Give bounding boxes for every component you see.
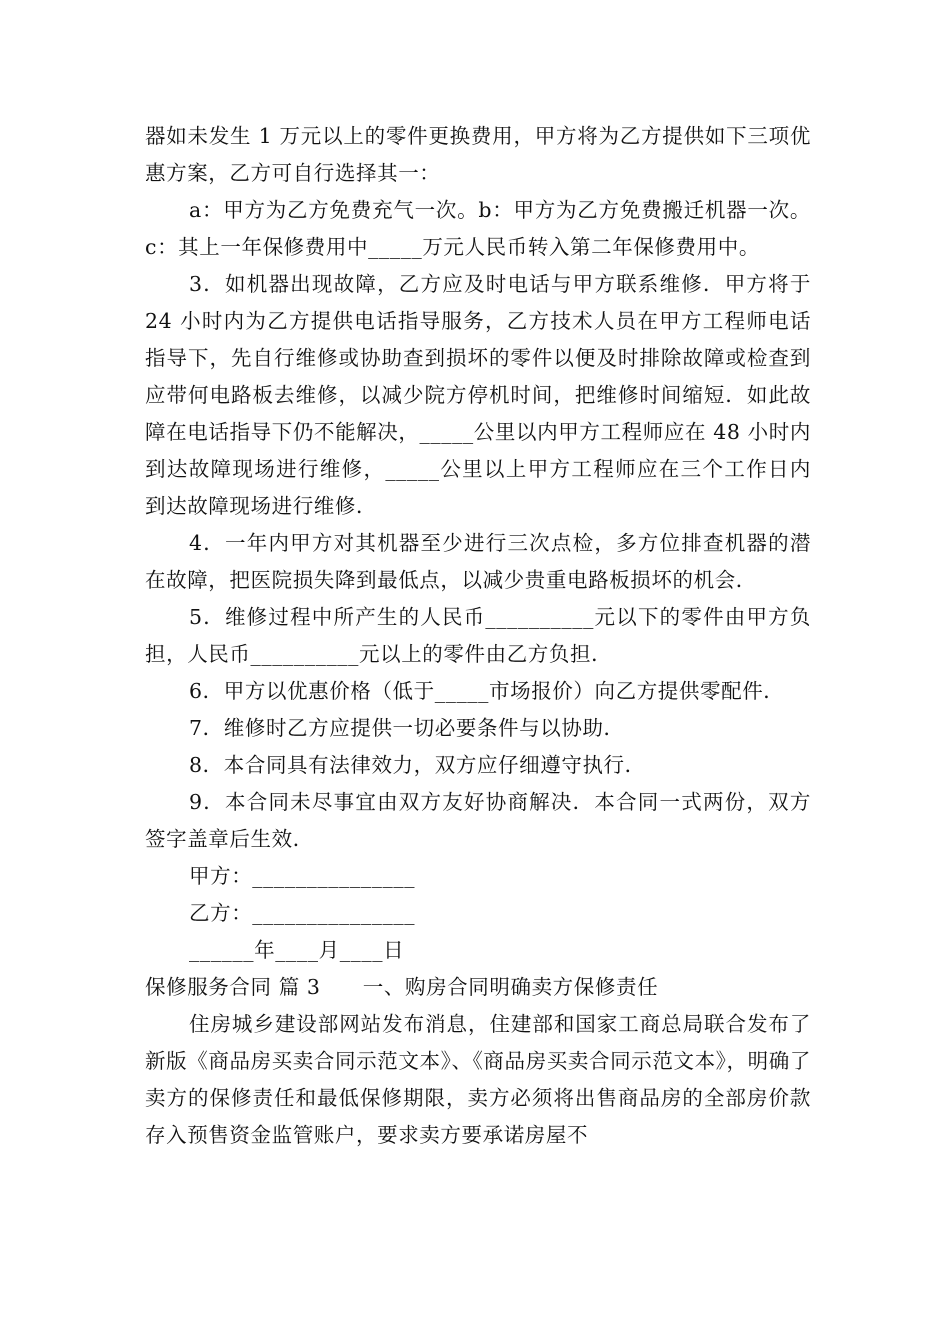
paragraph-continuation: 器如未发生 1 万元以上的零件更换费用，甲方将为乙方提供如下三项优惠方案，乙方可自行选择其一： xyxy=(145,124,811,185)
paragraph-clause-8: 8．本合同具有法律效力，双方应仔细遵守执行． xyxy=(189,753,646,777)
document-body xyxy=(145,118,819,1154)
paragraph-news: 住房城乡建设部网站发布消息，住建部和国家工商总局联合发布了新版《商品房买卖合同示范文本》、《商品房买卖合同示范文本》，明确了卖方的保修责任和最低保修期限，卖方必须将出售商品房的全部房价款存入预售资金监管账户，要求卖方要承诺房屋不 xyxy=(145,1012,811,1147)
paragraph-clause-3: 3．如机器出现故障，乙方应及时电话与甲方联系维修．甲方将于 24 小时内为乙方提供电话指导服务，乙方技术人员在甲方工程师电话指导下，先自行维修或协助查到损坏的零件以便及时排除故障或检查到应带何电路板去维修，以减少院方停机时间，把维修时间缩短．如此故障在电话指导下仍不能解决，_____公里以内甲方工程师应在 48 小时内到达故障现场进行维修，_____公里以上甲方工程师应在三个工作日内到达故障现场进行维修． xyxy=(145,272,819,518)
paragraph-clause-9: 9．本合同未尽事宜由双方友好协商解决．本合同一式两份，双方签字盖章后生效． xyxy=(145,790,811,851)
paragraph-options: a：甲方为乙方免费充气一次。b：甲方为乙方免费搬迁机器一次。c：其上一年保修费用中_____万元人民币转入第二年保修费用中。 xyxy=(145,198,811,259)
date-line: ______年____月____日 xyxy=(189,938,405,962)
party-b-signature-line: 乙方：_______________ xyxy=(189,901,416,925)
section-heading: 保修服务合同 篇 3 一、购房合同明确卖方保修责任 xyxy=(145,975,659,999)
paragraph-clause-6: 6．甲方以优惠价格（低于_____市场报价）向乙方提供零配件． xyxy=(189,679,785,703)
party-a-signature-line: 甲方：_______________ xyxy=(189,864,416,888)
paragraph-clause-5: 5．维修过程中所产生的人民币__________元以下的零件由甲方负担，人民币__________元以上的零件由乙方负担． xyxy=(145,605,811,666)
paragraph-clause-4: 4．一年内甲方对其机器至少进行三次点检，多方位排查机器的潜在故障，把医院损失降到最低点，以减少贵重电路板损坏的机会． xyxy=(145,531,811,592)
paragraph-clause-7: 7．维修时乙方应提供一切必要条件与以协助． xyxy=(189,716,625,740)
